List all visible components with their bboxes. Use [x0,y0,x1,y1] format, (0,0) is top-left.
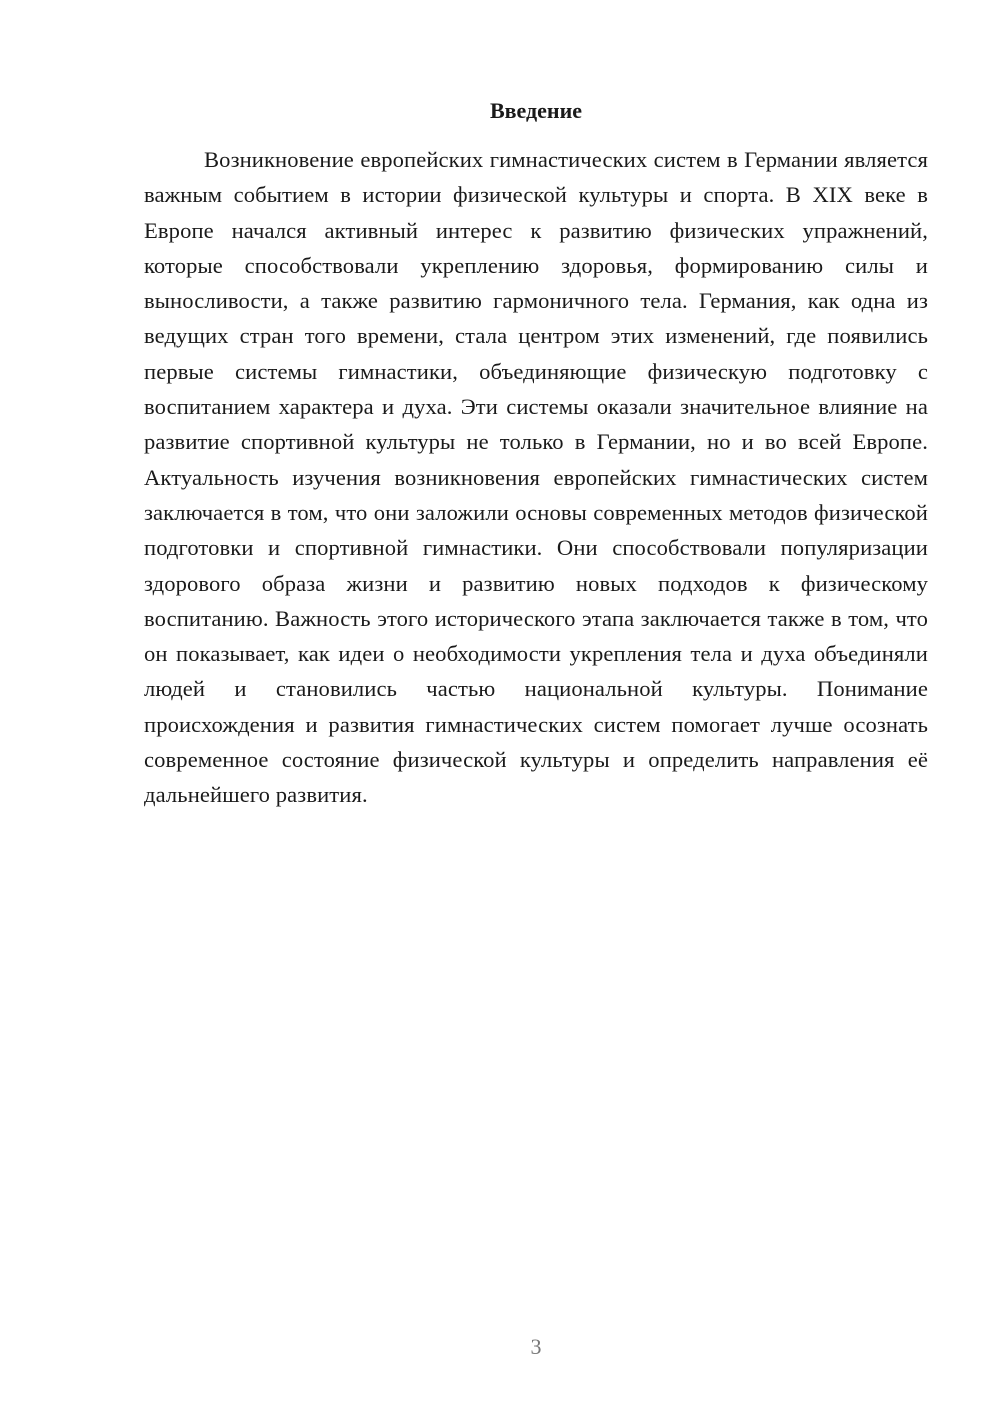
page-number: 3 [530,1334,542,1359]
body-paragraph: Возникновение европейских гимнастических систем в Германии является важным событием в истории физической культуры и спорта. В XIX веке в Европе начался активный интерес к развитию физических упражнений, которые способствовали укреплению здоровья, формированию силы и выносливости, а также развитию гармоничного тела. Германия, как одна из ведущих стран того времени, стала центром этих изменений, где появились первые системы гимнастики, объединяющие физическую подготовку с воспитанием характера и духа. Эти системы оказали значительное влияние на развитие спортивной культуры не только в Германии, но и во всей Европе. Актуальность изучения возникновения европейских гимнастических систем заключается в том, что они заложили основы современных методов физической подготовки и спортивной гимнастики. Они способствовали популяризации здорового образа жизни и развитию новых подходов к физическому воспитанию. Важность этого исторического этапа заключается также в том, что он показывает, как идеи о необходимости укрепления тела и духа объединяли людей и становились частью национальной культуры. Понимание происхождения и развития гимнастических систем помогает лучше осознать современное состояние физической культуры и определить направления её дальнейшего развития. [144,147,928,808]
section-heading: Введение [489,98,583,123]
